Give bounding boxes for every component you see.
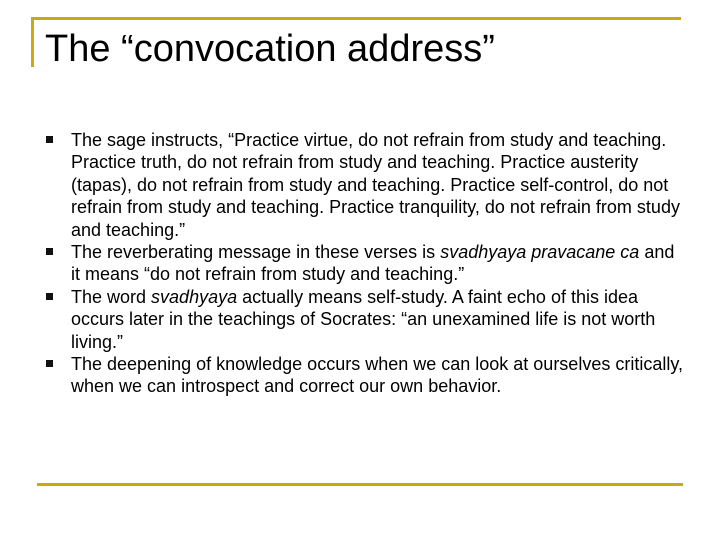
square-bullet-icon [46, 248, 53, 255]
bullet-item [44, 129, 684, 241]
square-bullet-icon [46, 293, 53, 300]
slide-title: The “convocation address” [45, 28, 495, 70]
bullet-text: The deepening of knowledge occurs when we can look at ourselves critically, when we can introspect and correct our own behavior. [71, 354, 683, 397]
top-rule [31, 17, 681, 20]
bullet-item [44, 353, 684, 398]
bullet-text-prefix: The word [71, 286, 152, 307]
bullet-item [44, 286, 684, 353]
square-bullet-icon [46, 360, 53, 367]
bullet-text: The sage instructs, “Practice virtue, do not refrain from study and teaching. Practice truth, do not refrain from study and teaching. Practice austerity (tapas), do not refrain from study and teaching. Practice self-control, do not refrain from study and teaching. Practice tranquility, do not refrain from study and teaching.” [71, 130, 680, 240]
bullet-item [44, 241, 684, 286]
bottom-rule [37, 483, 683, 486]
left-rule [31, 17, 34, 67]
bullet-text-prefix: The reverberating message in these verses is [71, 242, 441, 263]
square-bullet-icon [46, 136, 53, 143]
bullet-italic-term: svadhyaya pravacane ca [440, 242, 640, 263]
bullet-list [44, 129, 684, 398]
bullet-text-suffix: actually means self-study. A faint echo of this idea occurs later in the teachings of Socrates: “an unexamined life is not worth living.” [71, 286, 656, 352]
bullet-text-suffix: and it means “do not refrain from study and teaching.” [71, 242, 675, 285]
bullet-italic-term: svadhyaya [151, 286, 238, 307]
